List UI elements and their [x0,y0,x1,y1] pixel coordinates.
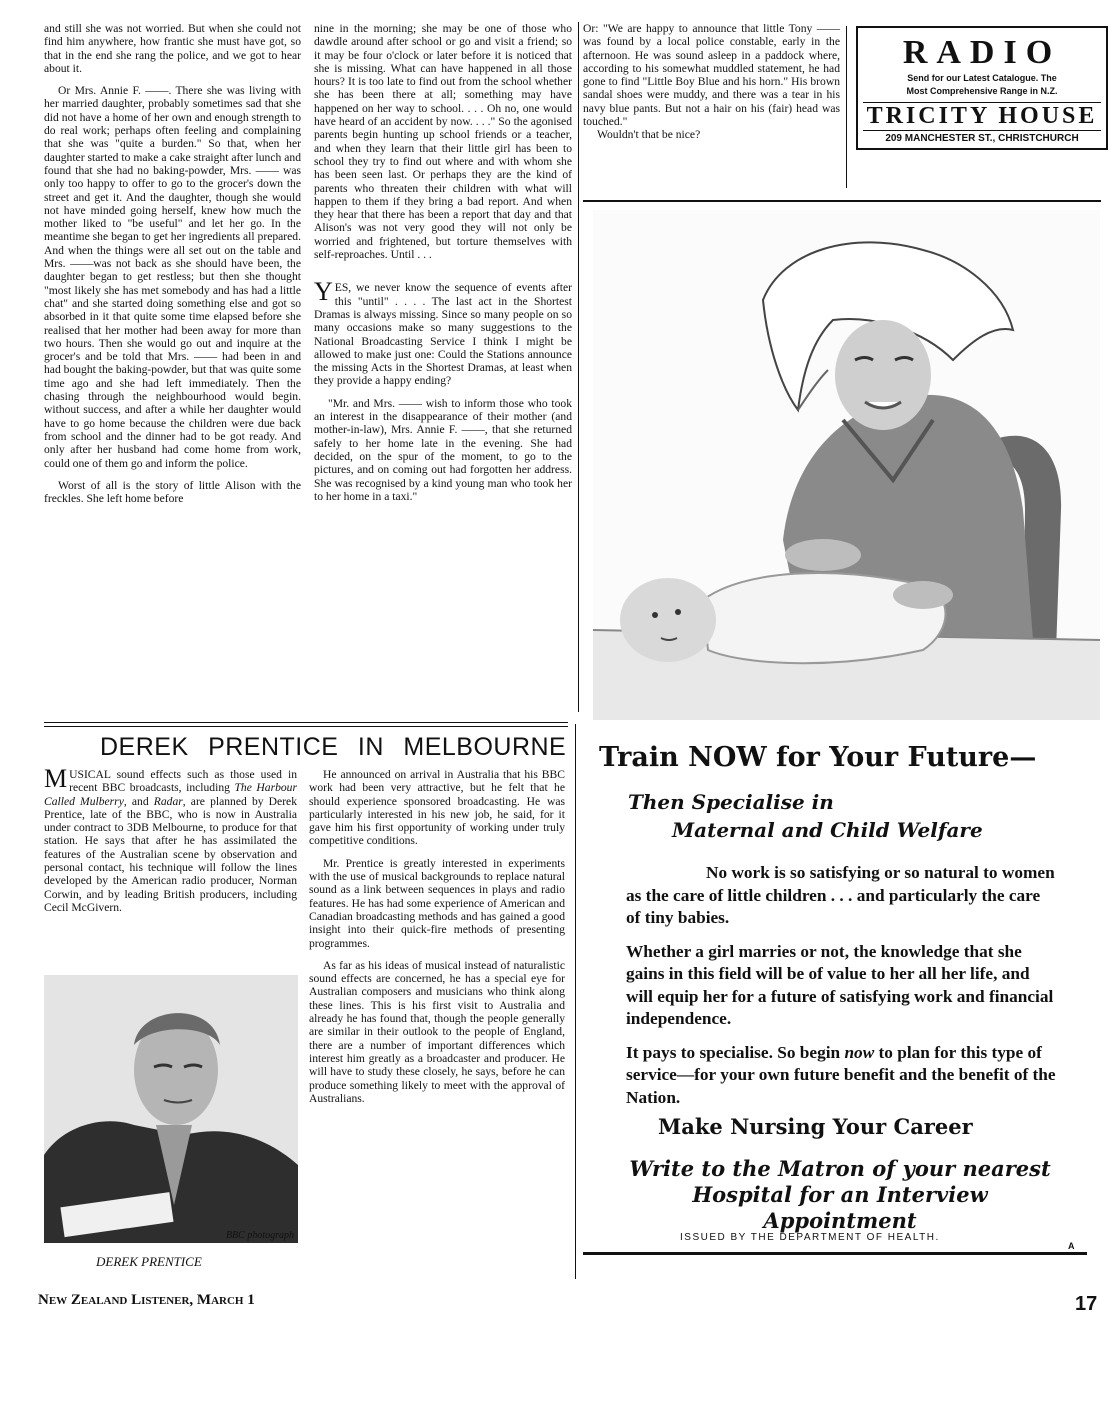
nursing-ad-career-line: Make Nursing Your Career [658,1114,973,1139]
paragraph: Or: "We are happy to announce that little Tony —— was found by a local police constable, early in the afternoon. He was sound asleep in a paddock where, according to his somewhat muddled statement, he had gone to find "Little Boy Blue and his horn." His brown sandal shoes were muddy, and there was a tear in his navy blue pants. But not a hair on his (fair) head was touched." [583,22,840,129]
paragraph: Or Mrs. Annie F. ——. There she was living with her married daughter, probably sometimes sad that she did not have a home of her own and enough strength to do real work; perhaps often feeling and complaining that she was "quite a burden." So that, when her daughter started to make a cake straight after lunch and found that she had no baking-powder, Mrs. —— was only too happy to offer to go to the grocer's down the street and get it. And the daughter, though she would not have minded going herself, knew how much the mother liked to "be useful" and let her go. In the meantime she began to get her ingredients all prepared. And when the things were all set out on the table and Mrs. ——was not back as she should have been, the daughter began to get restless; but then she thought "most likely she has met somebody and has had a little chat" and she started doing something else and got so absorbed in it that quite some time elapsed before she realised that her mother had been away for more than two hours. Then she would go out and inquire at the grocer's and be told that Mrs. —— had been in and had bought the baking-powder, but that was quite some time ago and she had left immediately. Then the chasing through the neighbourhood would begin. without success, and after a while her daughter would have to go home because the children were due back from school and the dinner had to be got ready. And only after her husband had come home from work, could one of them go and inform the police. [44,84,301,470]
article-column-2 [314,22,572,512]
paragraph-with-dropcap [44,764,297,914]
column-divider [846,26,847,188]
article-column-3 [583,22,840,151]
section-rule-double [44,726,568,727]
section-divider [575,724,576,1279]
paragraph: and still she was not worried. But when she could not find him anywhere, how frantic she must have got, so that in the end she rang the police, and we got to hear about it. [44,22,301,75]
ad-text: It pays to specialise. So begin [626,1042,845,1062]
ad-text: to plan for this type of service—for your own future benefit and the benefit of the Nation. [626,1042,1056,1107]
paragraph-text: , are planned by Derek Prentice, late of the BBC, who is now in Australia under contract to 3DB Melbourne, to produce for that station. He says that after he has assimilated the features of the Australian scene by observation and personal contact, his technique will follow the lines developed by the American radio producer, Norman Corwin, and by leading British producers, including Cecil McGivern. [44,794,297,914]
paragraph-with-dropcap [314,277,572,388]
derek-column-2 [309,768,565,1114]
nursing-ad-subheading: Maternal and Child Welfare [672,818,983,842]
paragraph-text: , and [123,794,154,808]
column-divider [578,22,579,712]
page-number: 17 [1075,1293,1098,1315]
ad-paragraph: Whether a girl marries or not, the knowledge that she gains in this field will be of value to her all her life, and will equip her for a future of satisfying work and financial independence. [626,941,1054,1028]
article-headline: DEREK PRENTICE IN MELBOURNE [100,733,567,761]
radio-shop-name: TRICITY HOUSE [863,102,1102,131]
paragraph-text: ES, we never know the sequence of events after this "until" . . . . The last act in the Shortest Dramas is always missing. Since so many people on so many occasions make so many suggestions to the National Broadcasting Service I think I might be allowed to make just one: Could the Stations announce the missing Acts in the Shortest Dramas, at least when they provide a happy ending? [314,281,572,388]
paragraph-text: USICAL sound effects such as those used in recent BBC broadcasts, including [69,768,297,795]
paragraph: As far as his ideas of musical instead of naturalistic sound effects are concerned, he has a special eye for Australian composers and musicians who think along these lines. This is his first visit to Australia and already he has found that, though the people generally are similar in their outlook to the people of England, there are a number of important differences which interest him greatly as a broadcaster and producer. He will have to study these closely, he says, before he can produce something likely to meet with the approval of Australians. [309,958,565,1105]
nurse-baby-illustration [593,210,1100,720]
portrait-illustration [44,975,298,1243]
ad-bottom-rule [583,1252,1087,1255]
nursing-ad-body [626,862,1056,1120]
footer-publication-line: New Zealand Listener, March 1 [38,1292,255,1308]
section-rule-double [44,722,568,723]
paragraph: Wouldn't that be nice? [597,128,701,142]
ad-paragraph: No work is so satisfying or so natural to women as the care of little children . . . and particularly the care of tiny babies. [626,863,1055,927]
programme-title: The Harbour Called Mulberry [44,781,297,808]
ad-paragraph [626,1042,1056,1110]
paragraph: Worst of all is the story of little Alison with the freckles. She left home before [44,478,301,506]
radio-title: RADIO [902,34,1062,71]
paragraph: "Mr. and Mrs. —— wish to inform those who took an interest in the disappearance of their mother (and mother-in-law), Mrs. Annie F. ——, that she returned safely to her home late in the evening. She had decided, on the spur of the moment, to go to the pictures, and on coming out had forgotten her address. She was recognised by a kind young man who took her to her home in a taxi." [314,396,572,503]
nurse-and-baby-photo [593,210,1100,720]
nursing-ad-subheading: Then Specialise in [628,790,834,814]
derek-column-1 [44,764,297,923]
paragraph: nine in the morning; she may be one of those who dawdle around after school or go and visit a friend; so it may be four o'clock or later before it is noticed that she is missing. What can have happened in all those hours? It is too late to find out from the school whether she has been there at all; something may have happened on her way to school. . . . Oh no, one would have heard of an accident by now. . . ." So the agonised parents begin hunting up school friends or a teacher, and when they learn that their little girl has been to school they try to find out where and with whom she has been seen last. Or perhaps they are the kind of parents who threaten their children with what will happen to them if they bring a bad report. And when they hear that there has been a report that day and that Alison's was not very good they will not only be worried and frightened, but torture themselves with self-reproaches. Until . . . [314,22,572,262]
drop-cap: M [44,764,68,793]
article-column-1 [44,22,301,514]
drop-cap: Y [314,277,333,307]
paragraph: Mr. Prentice is greatly interested in experiments with the use of musical backgrounds to replace natural sound as a link between sequences in plays and radio features. He has had some experience of American and Canadian broadcasting methods and has gained a good insight into their quick-fire methods of presenting programmes. [309,856,565,950]
radio-range-line: Most Comprehensive Range in N.Z. [906,86,1058,96]
section-rule [583,200,1101,202]
paragraph: He announced on arrival in Australia that his BBC work had been very attractive, but he felt that he should experience sponsored broadcasting. He was particularly interested in his new job, he said, for it gave him his first opportunity of working under truly competitive conditions. [309,768,565,848]
photo-caption: DEREK PRENTICE [96,1254,202,1269]
radio-advert [856,26,1108,150]
radio-address: 209 MANCHESTER ST., CHRISTCHURCH [885,133,1079,144]
photo-credit: BBC photograph [225,1230,294,1241]
nursing-ad-headline: Train NOW for Your Future— [599,742,1037,773]
nursing-ad-script: Write to the Matron of your nearest Hospital for an Interview Appointment [629,1156,1051,1233]
ad-emphasis: now [844,1042,875,1062]
programme-title: Radar [153,794,183,808]
nursing-ad-issued-by: ISSUED BY THE DEPARTMENT OF HEALTH. [680,1232,940,1243]
derek-prentice-photo [44,975,298,1243]
ad-key-mark: A [1068,1241,1075,1251]
radio-catalogue-line: Send for our Latest Catalogue. The [907,73,1057,83]
